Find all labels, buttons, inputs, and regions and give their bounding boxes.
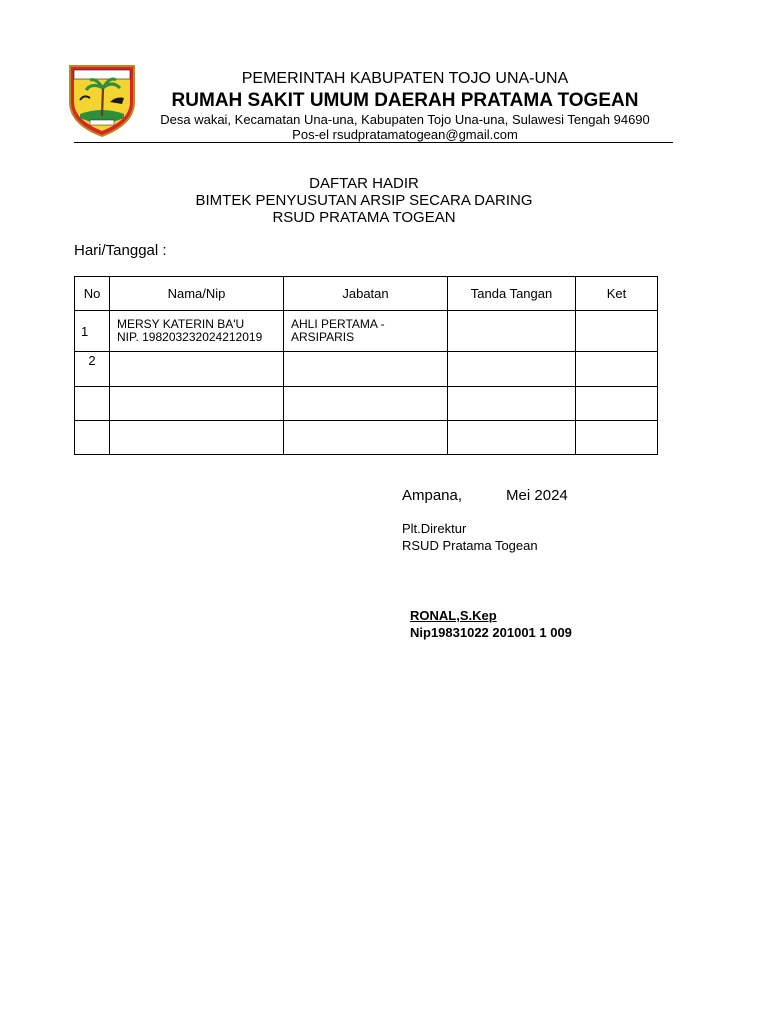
row-no	[75, 421, 110, 455]
row-jabatan-line-1: AHLI PERTAMA -	[291, 317, 385, 331]
row-signature-cell[interactable]	[448, 421, 576, 455]
signer-nip: Nip19831022 201001 1 009	[410, 625, 572, 640]
government-name: PEMERINTAH KABUPATEN TOJO UNA-UNA	[241, 70, 569, 87]
row-signature-cell[interactable]	[448, 387, 576, 421]
place: Ampana,	[402, 487, 463, 504]
row-jabatan	[284, 387, 448, 421]
row-no	[75, 387, 110, 421]
letterhead-divider	[74, 142, 673, 143]
row-ket	[576, 421, 658, 455]
header-tanda-tangan: Tanda Tangan	[448, 277, 576, 311]
table-row	[75, 387, 658, 421]
title-line-1: DAFTAR HADIR	[309, 175, 419, 192]
row-jabatan	[284, 311, 448, 352]
header-ket: Ket	[576, 277, 658, 311]
date-label: Hari/Tanggal :	[74, 242, 167, 259]
row-nip: NIP. 198203232024212019	[117, 330, 263, 344]
row-no: 1	[75, 311, 110, 352]
row-nama	[110, 352, 284, 387]
attendance-table	[74, 276, 658, 455]
place-date	[402, 487, 568, 504]
regency-logo	[66, 58, 138, 138]
header-nama: Nama/Nip	[110, 277, 284, 311]
row-nama	[110, 421, 284, 455]
row-ket	[576, 311, 658, 352]
letterhead	[140, 68, 670, 142]
signer-position: Plt.Direktur	[402, 521, 467, 536]
table-row	[75, 421, 658, 455]
row-signature-cell[interactable]	[448, 311, 576, 352]
row-nama-nip	[110, 311, 284, 352]
document-title	[74, 175, 654, 226]
row-jabatan	[284, 352, 448, 387]
row-ket	[576, 387, 658, 421]
row-signature-cell[interactable]	[448, 352, 576, 387]
row-nama: MERSY KATERIN BA'U	[117, 317, 245, 331]
hospital-name: RUMAH SAKIT UMUM DAERAH PRATAMA TOGEAN	[171, 90, 639, 111]
header-no: No	[75, 277, 110, 311]
email: Pos-el rsudpratamatogean@gmail.com	[292, 127, 518, 142]
address: Desa wakai, Kecamatan Una-una, Kabupaten Tojo Una-una, Sulawesi Tengah 94690	[160, 112, 650, 127]
header-jabatan: Jabatan	[284, 277, 448, 311]
row-jabatan-line-2: ARSIPARIS	[291, 330, 355, 344]
title-line-3: RSUD PRATAMA TOGEAN	[272, 209, 456, 226]
signer-name: RONAL,S.Kep	[410, 608, 497, 623]
table-row	[75, 311, 658, 352]
table-row	[75, 352, 658, 387]
signer-institution: RSUD Pratama Togean	[402, 538, 538, 553]
row-no: 2	[75, 352, 110, 387]
date: Mei 2024	[506, 487, 568, 504]
row-jabatan	[284, 421, 448, 455]
table-header-row	[75, 277, 658, 311]
row-ket	[576, 352, 658, 387]
row-nama	[110, 387, 284, 421]
title-line-2: BIMTEK PENYUSUTAN ARSIP SECARA DARING	[195, 192, 533, 209]
